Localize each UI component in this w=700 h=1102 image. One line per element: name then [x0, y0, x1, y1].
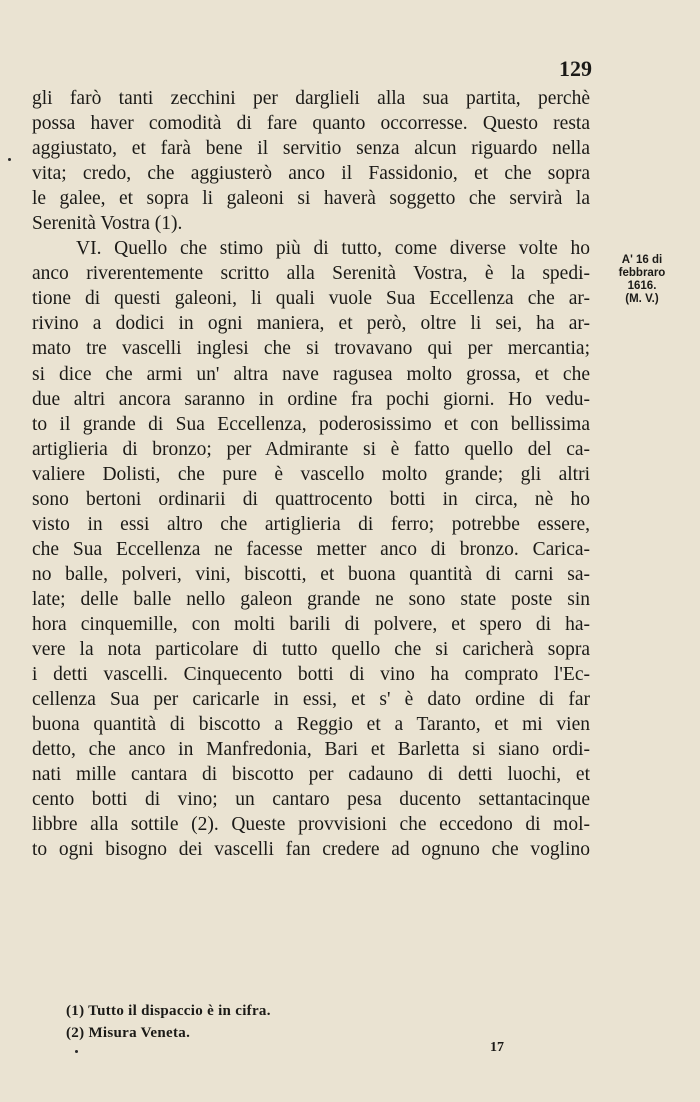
text-line: cento botti di vino; un cantaro pesa ducento settantacinque	[32, 789, 590, 811]
text-line: late; delle balle nello galeon grande ne sono state poste sin	[32, 588, 590, 610]
text-line: to il grande di Sua Eccellenza, poderosissimo et con bellissima	[32, 413, 590, 435]
text-line: nati mille cantara di biscotto per cadauno di detti luochi, et	[32, 764, 590, 786]
text-line: sono bertoni ordinarii di quattrocento botti in circa, nè ho	[32, 488, 590, 510]
margin-note	[604, 254, 680, 306]
text-line: rivino a dodici in ogni maniera, et però, oltre li sei, ha ar-	[32, 313, 590, 335]
signature-mark: 17	[490, 1040, 504, 1055]
text-line: VI. Quello che stimo più di tutto, come diverse volte ho	[76, 238, 590, 260]
page-number: 129	[559, 56, 592, 81]
text-line: gli farò tanti zecchini per darglieli alla sua partita, perchè	[32, 88, 590, 109]
text-line: possa haver comodità di fare quanto occorresse. Questo resta	[32, 113, 590, 135]
text-line: visto in essi altro che artiglieria di ferro; potrebbe essere,	[32, 513, 590, 535]
ink-speck	[8, 158, 11, 161]
text-line: tione di questi galeoni, li quali vuole Sua Eccellenza che ar-	[32, 288, 590, 310]
text-line: i detti vascelli. Cinquecento botti di vino ha comprato l'Ec-	[32, 664, 590, 686]
text-line: due altri ancora saranno in ordine fra pochi giorni. Ho vedu-	[32, 388, 590, 410]
margin-note-line: (M. V.)	[625, 293, 659, 305]
margin-note-line: A' 16 di	[621, 254, 663, 266]
text-line: le galee, et sopra li galeoni si haverà soggetto che servirà la	[32, 188, 590, 210]
text-line: si dice che armi un' altra nave ragusea molto grossa, et che	[32, 363, 590, 385]
ink-speck	[75, 1050, 78, 1053]
footnote: (2) Misura Veneta.	[66, 1025, 191, 1041]
text-line: mato tre vascelli inglesi che si trovavano qui per mercantia;	[32, 338, 590, 360]
text-line: detto, che anco in Manfredonia, Bari et Barletta si siano ordi-	[32, 739, 590, 761]
margin-note-line: 1616.	[627, 280, 657, 292]
text-line: aggiustato, et farà bene il servitio senza alcun riguardo nella	[32, 138, 590, 160]
text-line: cellenza Sua per caricarle in essi, et s' è dato ordine di far	[32, 689, 590, 711]
text-line: vere la nota particolare di tutto quello che si caricherà sopra	[32, 639, 590, 661]
body-text	[32, 86, 590, 862]
footnotes	[66, 1000, 586, 1044]
text-line: to ogni bisogno dei vascelli fan credere ad ognuno che voglino	[32, 839, 590, 861]
text-line: vita; credo, che aggiusterò anco il Fassidonio, et che sopra	[32, 163, 590, 185]
text-line: artiglieria di bronzo; per Admirante si è fatto quello del ca-	[32, 438, 590, 460]
text-line: hora cinquemille, con molti barili di polvere, et spero di ha-	[32, 613, 590, 635]
text-line: Serenità Vostra (1).	[32, 213, 183, 235]
footnote: (1) Tutto il dispaccio è in cifra.	[66, 1003, 271, 1019]
text-line: no balle, polveri, vini, biscotti, et buona quantità di carni sa-	[32, 563, 590, 585]
text-line: valiere Dolisti, che pure è vascello molto grande; gli altri	[32, 463, 590, 485]
text-line: libbre alla sottile (2). Queste provvisioni che eccedono di mol-	[32, 814, 590, 836]
text-line: anco riverentemente scritto alla Serenità Vostra, è la spedi-	[32, 263, 590, 285]
margin-note-line: febbraro	[618, 267, 666, 279]
text-line: che Sua Eccellenza ne facesse metter anco di bronzo. Carica-	[32, 538, 590, 560]
text-line: buona quantità di biscotto a Reggio et a Taranto, et mi vien	[32, 714, 590, 736]
